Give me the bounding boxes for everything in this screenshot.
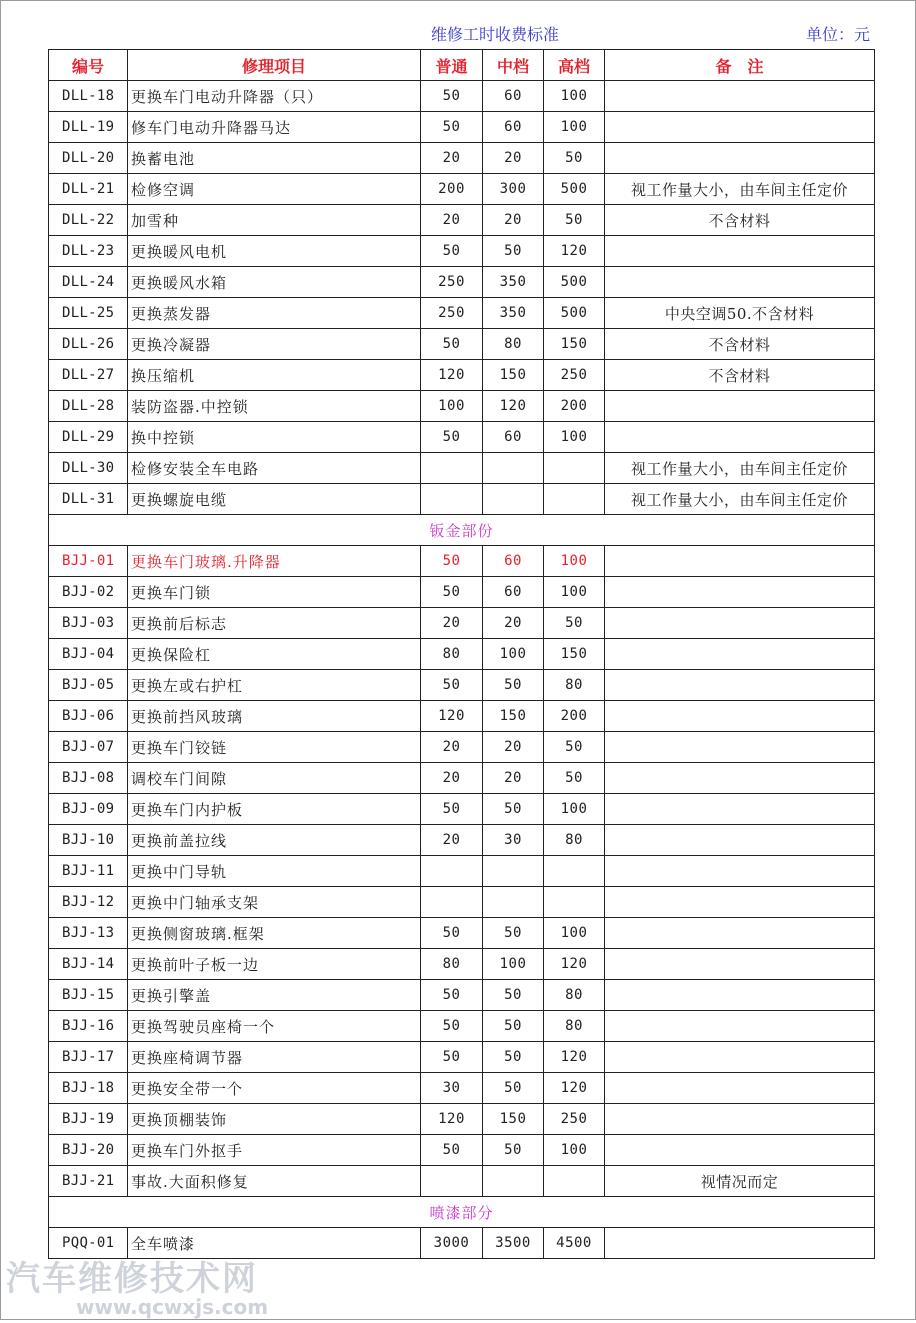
cell-note [605, 763, 875, 794]
cell-note [605, 856, 875, 887]
cell-code: DLL-27 [49, 360, 128, 391]
cell-price-mid: 20 [483, 763, 544, 794]
cell-note [605, 267, 875, 298]
cell-item: 换压缩机 [128, 360, 421, 391]
cell-price-normal [421, 887, 483, 918]
cell-price-mid [483, 484, 544, 515]
table-row [49, 732, 875, 763]
section-title: 喷漆部分 [49, 1197, 875, 1228]
table-row [49, 205, 875, 236]
cell-note [605, 887, 875, 918]
cell-item: 更换车门锁 [128, 577, 421, 608]
cell-note [605, 732, 875, 763]
cell-price-mid: 150 [483, 1104, 544, 1135]
cell-item: 调校车门间隙 [128, 763, 421, 794]
cell-price-normal: 50 [421, 918, 483, 949]
cell-price-high: 200 [544, 701, 605, 732]
cell-price-high [544, 1166, 605, 1197]
cell-item: 更换中门轴承支架 [128, 887, 421, 918]
cell-price-normal: 50 [421, 112, 483, 143]
table-row [49, 856, 875, 887]
cell-note: 不含材料 [605, 360, 875, 391]
table-row [49, 360, 875, 391]
cell-price-normal: 3000 [421, 1228, 483, 1259]
cell-note [605, 1228, 875, 1259]
cell-price-mid: 50 [483, 1073, 544, 1104]
table-row [49, 1042, 875, 1073]
table-row [49, 546, 875, 577]
table-row [49, 794, 875, 825]
cell-code: BJJ-12 [49, 887, 128, 918]
cell-note [605, 701, 875, 732]
cell-price-mid: 20 [483, 143, 544, 174]
cell-code: BJJ-16 [49, 1011, 128, 1042]
cell-item: 更换暖风水箱 [128, 267, 421, 298]
cell-price-normal: 50 [421, 1042, 483, 1073]
cell-item: 更换车门铰链 [128, 732, 421, 763]
cell-code: DLL-19 [49, 112, 128, 143]
cell-price-normal: 120 [421, 701, 483, 732]
cell-price-high [544, 887, 605, 918]
cell-price-mid [483, 1166, 544, 1197]
page-title: 维修工时收费标准 [430, 25, 559, 44]
cell-item: 更换前叶子板一边 [128, 949, 421, 980]
table-row [49, 236, 875, 267]
table-row [49, 1073, 875, 1104]
cell-item: 换蓄电池 [128, 143, 421, 174]
cell-price-normal: 200 [421, 174, 483, 205]
cell-price-mid: 50 [483, 918, 544, 949]
cell-price-high: 50 [544, 763, 605, 794]
table-row [49, 143, 875, 174]
cell-price-normal: 80 [421, 639, 483, 670]
cell-price-high: 150 [544, 639, 605, 670]
cell-code: BJJ-05 [49, 670, 128, 701]
table-row [49, 639, 875, 670]
col-header-high: 高档 [544, 50, 605, 81]
cell-price-normal: 120 [421, 1104, 483, 1135]
cell-item: 更换车门电动升降器（只） [128, 81, 421, 112]
cell-code: BJJ-04 [49, 639, 128, 670]
unit-label: 单位：元 [805, 25, 870, 44]
cell-code: DLL-20 [49, 143, 128, 174]
cell-code: BJJ-17 [49, 1042, 128, 1073]
col-header-normal: 普通 [421, 50, 483, 81]
cell-price-mid: 50 [483, 794, 544, 825]
table-row [49, 453, 875, 484]
cell-item: 更换车门外抠手 [128, 1135, 421, 1166]
cell-price-mid: 50 [483, 1135, 544, 1166]
col-header-mid: 中档 [483, 50, 544, 81]
table-row [49, 484, 875, 515]
cell-item: 更换驾驶员座椅一个 [128, 1011, 421, 1042]
cell-note [605, 1073, 875, 1104]
cell-note: 中央空调50.不含材料 [605, 298, 875, 329]
cell-note [605, 918, 875, 949]
cell-code: BJJ-08 [49, 763, 128, 794]
table-body [49, 81, 875, 1259]
cell-price-normal: 120 [421, 360, 483, 391]
table-row [49, 422, 875, 453]
cell-price-mid: 100 [483, 949, 544, 980]
cell-price-mid: 120 [483, 391, 544, 422]
cell-note [605, 949, 875, 980]
cell-item: 更换中门导轨 [128, 856, 421, 887]
cell-code: BJJ-21 [49, 1166, 128, 1197]
cell-note [605, 825, 875, 856]
cell-price-high: 50 [544, 608, 605, 639]
cell-item: 更换侧窗玻璃.框架 [128, 918, 421, 949]
cell-price-high: 120 [544, 1042, 605, 1073]
cell-code: BJJ-19 [49, 1104, 128, 1135]
cell-price-normal [421, 484, 483, 515]
cell-note [605, 1104, 875, 1135]
section-row [49, 515, 875, 546]
cell-price-high: 50 [544, 732, 605, 763]
table-row [49, 825, 875, 856]
cell-price-high: 100 [544, 81, 605, 112]
cell-note: 视情况而定 [605, 1166, 875, 1197]
cell-price-high: 80 [544, 1011, 605, 1042]
table-row [49, 298, 875, 329]
table-row [49, 887, 875, 918]
table-row [49, 980, 875, 1011]
cell-code: DLL-23 [49, 236, 128, 267]
cell-item: 更换前挡风玻璃 [128, 701, 421, 732]
cell-price-mid: 60 [483, 81, 544, 112]
cell-code: BJJ-02 [49, 577, 128, 608]
cell-item: 更换安全带一个 [128, 1073, 421, 1104]
cell-note: 不含材料 [605, 329, 875, 360]
cell-code: BJJ-07 [49, 732, 128, 763]
cell-item: 加雪种 [128, 205, 421, 236]
cell-note [605, 1011, 875, 1042]
cell-item: 更换左或右护杠 [128, 670, 421, 701]
cell-code: BJJ-03 [49, 608, 128, 639]
cell-price-mid: 20 [483, 205, 544, 236]
cell-price-mid: 3500 [483, 1228, 544, 1259]
cell-price-high: 120 [544, 949, 605, 980]
cell-code: BJJ-10 [49, 825, 128, 856]
table-row [49, 670, 875, 701]
cell-price-mid: 150 [483, 360, 544, 391]
cell-price-normal: 20 [421, 825, 483, 856]
cell-code: BJJ-20 [49, 1135, 128, 1166]
cell-price-normal: 50 [421, 577, 483, 608]
cell-price-normal: 20 [421, 732, 483, 763]
cell-item: 更换冷凝器 [128, 329, 421, 360]
cell-price-mid: 50 [483, 1042, 544, 1073]
cell-code: DLL-22 [49, 205, 128, 236]
cell-item: 更换座椅调节器 [128, 1042, 421, 1073]
cell-item: 事故.大面积修复 [128, 1166, 421, 1197]
cell-price-normal: 50 [421, 329, 483, 360]
cell-price-normal: 30 [421, 1073, 483, 1104]
cell-price-normal: 250 [421, 267, 483, 298]
cell-note: 视工作量大小，由车间主任定价 [605, 484, 875, 515]
cell-item: 换中控锁 [128, 422, 421, 453]
cell-note: 不含材料 [605, 205, 875, 236]
cell-price-normal: 50 [421, 236, 483, 267]
col-header-item: 修理项目 [128, 50, 421, 81]
table-row [49, 1135, 875, 1166]
cell-code: BJJ-15 [49, 980, 128, 1011]
cell-item: 更换螺旋电缆 [128, 484, 421, 515]
cell-code: DLL-21 [49, 174, 128, 205]
cell-price-high [544, 453, 605, 484]
cell-price-high: 50 [544, 143, 605, 174]
cell-price-high: 250 [544, 360, 605, 391]
cell-code: BJJ-01 [49, 546, 128, 577]
cell-note [605, 422, 875, 453]
cell-price-high: 50 [544, 205, 605, 236]
cell-price-high: 80 [544, 825, 605, 856]
cell-price-mid: 60 [483, 546, 544, 577]
cell-item: 更换车门玻璃.升降器 [128, 546, 421, 577]
cell-price-mid: 60 [483, 577, 544, 608]
table-row [49, 329, 875, 360]
col-header-code: 编号 [49, 50, 128, 81]
table-row [49, 391, 875, 422]
table-row [49, 949, 875, 980]
cell-code: BJJ-06 [49, 701, 128, 732]
cell-item: 更换引擎盖 [128, 980, 421, 1011]
cell-price-high: 80 [544, 980, 605, 1011]
cell-code: BJJ-13 [49, 918, 128, 949]
watermark-brand: 汽车维修技术网 [6, 1259, 258, 1299]
cell-code: DLL-29 [49, 422, 128, 453]
cell-item: 更换蒸发器 [128, 298, 421, 329]
cell-price-high: 250 [544, 1104, 605, 1135]
cell-note [605, 143, 875, 174]
cell-item: 更换保险杠 [128, 639, 421, 670]
cell-price-high: 100 [544, 1135, 605, 1166]
cell-note [605, 639, 875, 670]
cell-price-high: 100 [544, 794, 605, 825]
cell-price-high [544, 856, 605, 887]
cell-code: BJJ-14 [49, 949, 128, 980]
cell-note [605, 391, 875, 422]
cell-price-high: 100 [544, 546, 605, 577]
cell-item: 更换前盖拉线 [128, 825, 421, 856]
cell-price-high: 150 [544, 329, 605, 360]
section-title: 钣金部份 [49, 515, 875, 546]
cell-price-mid: 350 [483, 267, 544, 298]
cell-price-normal: 50 [421, 794, 483, 825]
table-row [49, 608, 875, 639]
cell-price-normal: 20 [421, 205, 483, 236]
cell-price-high: 120 [544, 236, 605, 267]
cell-price-normal: 20 [421, 143, 483, 174]
cell-note [605, 112, 875, 143]
table-row [49, 1228, 875, 1259]
cell-price-normal: 100 [421, 391, 483, 422]
cell-item: 更换暖风电机 [128, 236, 421, 267]
cell-price-high: 120 [544, 1073, 605, 1104]
cell-note: 视工作量大小，由车间主任定价 [605, 453, 875, 484]
cell-item: 装防盗器.中控锁 [128, 391, 421, 422]
cell-item: 修车门电动升降器马达 [128, 112, 421, 143]
cell-code: DLL-26 [49, 329, 128, 360]
cell-code: PQQ-01 [49, 1228, 128, 1259]
section-row [49, 1197, 875, 1228]
cell-price-mid [483, 453, 544, 484]
table-header-row [49, 50, 875, 81]
table-row [49, 1104, 875, 1135]
cell-price-high: 4500 [544, 1228, 605, 1259]
cell-code: DLL-25 [49, 298, 128, 329]
cell-item: 检修安装全车电路 [128, 453, 421, 484]
cell-note [605, 236, 875, 267]
table-row [49, 918, 875, 949]
cell-price-high: 100 [544, 112, 605, 143]
cell-price-normal: 50 [421, 546, 483, 577]
cell-price-normal: 50 [421, 670, 483, 701]
table-row [49, 1011, 875, 1042]
cell-item: 更换前后标志 [128, 608, 421, 639]
cell-price-mid: 50 [483, 236, 544, 267]
cell-code: BJJ-09 [49, 794, 128, 825]
cell-price-mid: 50 [483, 670, 544, 701]
cell-price-normal [421, 856, 483, 887]
cell-price-normal: 250 [421, 298, 483, 329]
cell-price-normal: 20 [421, 608, 483, 639]
cell-price-mid: 60 [483, 112, 544, 143]
cell-price-normal [421, 1166, 483, 1197]
cell-note [605, 1042, 875, 1073]
watermark-url: www.qcwxjs.com [76, 1295, 269, 1319]
cell-price-mid: 60 [483, 422, 544, 453]
table-row [49, 577, 875, 608]
cell-code: DLL-18 [49, 81, 128, 112]
cell-price-mid: 20 [483, 732, 544, 763]
cell-code: DLL-30 [49, 453, 128, 484]
cell-price-normal: 50 [421, 1011, 483, 1042]
cell-price-mid: 50 [483, 1011, 544, 1042]
cell-price-normal: 50 [421, 422, 483, 453]
cell-price-mid: 20 [483, 608, 544, 639]
cell-price-high: 100 [544, 422, 605, 453]
cell-note [605, 546, 875, 577]
cell-price-high: 500 [544, 174, 605, 205]
table-row [49, 763, 875, 794]
cell-code: DLL-28 [49, 391, 128, 422]
price-table [48, 49, 875, 1259]
cell-price-high [544, 484, 605, 515]
cell-note [605, 81, 875, 112]
cell-note [605, 577, 875, 608]
table-row [49, 267, 875, 298]
cell-price-mid: 80 [483, 329, 544, 360]
cell-price-mid [483, 856, 544, 887]
cell-note [605, 980, 875, 1011]
cell-note [605, 608, 875, 639]
cell-price-normal: 20 [421, 763, 483, 794]
cell-price-mid: 300 [483, 174, 544, 205]
cell-price-normal [421, 453, 483, 484]
cell-price-high: 500 [544, 267, 605, 298]
table-row [49, 112, 875, 143]
cell-note [605, 794, 875, 825]
cell-item: 更换车门内护板 [128, 794, 421, 825]
cell-price-mid: 30 [483, 825, 544, 856]
cell-item: 全车喷漆 [128, 1228, 421, 1259]
cell-price-normal: 50 [421, 1135, 483, 1166]
cell-price-high: 200 [544, 391, 605, 422]
cell-item: 更换顶棚装饰 [128, 1104, 421, 1135]
cell-price-high: 100 [544, 577, 605, 608]
cell-price-mid: 350 [483, 298, 544, 329]
cell-note: 视工作量大小，由车间主任定价 [605, 174, 875, 205]
cell-price-mid: 50 [483, 980, 544, 1011]
cell-price-high: 100 [544, 918, 605, 949]
table-row [49, 701, 875, 732]
cell-price-normal: 50 [421, 81, 483, 112]
cell-note [605, 670, 875, 701]
cell-price-mid: 100 [483, 639, 544, 670]
cell-code: DLL-24 [49, 267, 128, 298]
cell-code: BJJ-11 [49, 856, 128, 887]
cell-note [605, 1135, 875, 1166]
cell-code: BJJ-18 [49, 1073, 128, 1104]
cell-price-high: 80 [544, 670, 605, 701]
cell-price-mid [483, 887, 544, 918]
cell-price-normal: 80 [421, 949, 483, 980]
table-row [49, 81, 875, 112]
col-header-note: 备 注 [605, 50, 875, 81]
cell-item: 检修空调 [128, 174, 421, 205]
table-row [49, 174, 875, 205]
table-row [49, 1166, 875, 1197]
cell-price-normal: 50 [421, 980, 483, 1011]
cell-price-mid: 150 [483, 701, 544, 732]
cell-price-high: 500 [544, 298, 605, 329]
cell-code: DLL-31 [49, 484, 128, 515]
